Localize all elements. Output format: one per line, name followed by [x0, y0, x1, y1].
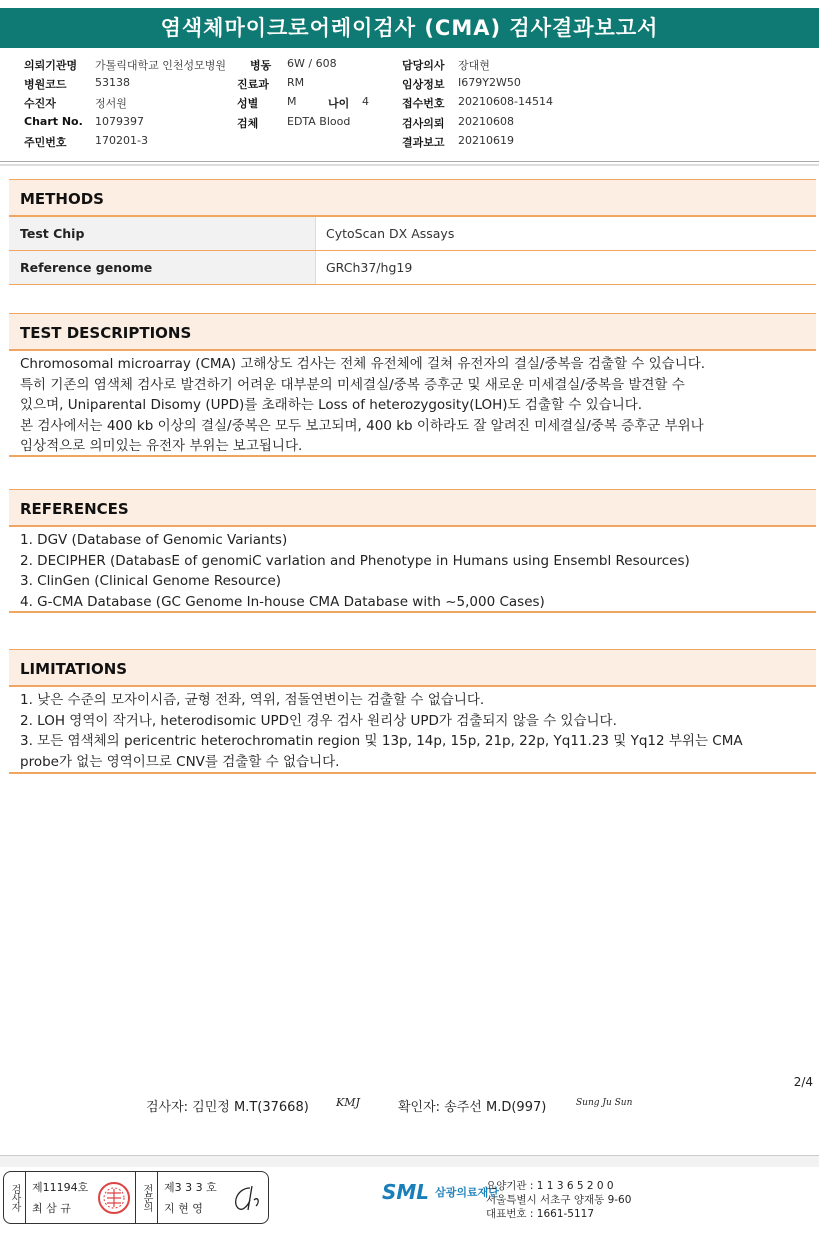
age-value: 4 [362, 95, 369, 108]
reference-item: 2. DECIPHER (DatabasE of genomiC varIation and Phenotype in Humans using Ensembl Resources) [20, 552, 690, 569]
methods-key: Reference genome [9, 251, 316, 284]
receipt-label: 접수번호 [402, 97, 445, 110]
test-descriptions-body [9, 354, 816, 457]
limitation-item: 2. LOH 영역이 작거나, heterodisomic UPD인 경우 검사 원리상 UPD가 검출되지 않을 수 있습니다. [20, 712, 617, 729]
report-date-label: 결과보고 [402, 136, 445, 149]
foundation-name: 삼광의료재단 [435, 1186, 499, 1199]
request-label: 검사의뢰 [402, 117, 445, 130]
examinee-label: 수진자 [24, 97, 56, 110]
specialist-cert-number: 제3 3 3 호 [164, 1180, 217, 1194]
methods-value: GRCh37/hg19 [326, 260, 413, 275]
description-line: 임상적으로 의미있는 유전자 부위는 보고됩니다. [20, 438, 303, 455]
foundation-logo [366, 1180, 499, 1204]
references-body [9, 530, 816, 613]
logo-icon [366, 1192, 376, 1193]
doctor-value: 장대현 [458, 59, 490, 72]
chart-value: 1079397 [95, 115, 144, 128]
specimen-label: 검체 [237, 117, 259, 130]
header-divider [0, 161, 819, 166]
methods-table [9, 217, 816, 285]
logo-text: SML [382, 1180, 430, 1204]
limitation-item: probe가 없는 영역이므로 CNV를 검출할 수 없습니다. [20, 753, 340, 770]
examiner-cert-name: 최 삼 규 [32, 1202, 71, 1216]
limitations-body [9, 690, 816, 774]
limitations-heading: LIMITATIONS [9, 649, 816, 687]
signature-icon [228, 1182, 262, 1214]
id-value: 170201-3 [95, 134, 148, 147]
specialist-vertical-label: 전문의 [136, 1172, 158, 1223]
sex-label: 성별 [237, 97, 259, 110]
methods-key: Test Chip [9, 217, 316, 250]
confirmer-signature: Sung Ju Sun [576, 1098, 633, 1108]
id-label: 주민번호 [24, 136, 67, 149]
reference-item: 1. DGV (Database of Genomic Variants) [20, 532, 288, 548]
reference-item: 4. G-CMA Database (GC Genome In-house CMA Database with ~5,000 Cases) [20, 593, 545, 610]
ward-label: 병동 [250, 59, 272, 72]
examiner-cert [26, 1172, 136, 1223]
examiner-vertical-label: 검사자 [4, 1172, 26, 1223]
dept-label: 진료과 [237, 78, 269, 91]
description-line: 본 검사에서는 400 kb 이상의 결실/중복은 모두 보고되며, 400 kb 이하라도 잘 알려진 미세결실/중복 증후군 부위나 [20, 417, 704, 434]
report-date-value: 20210619 [458, 134, 514, 147]
footer-divider [0, 1155, 819, 1167]
test-descriptions-heading: TEST DESCRIPTIONS [9, 313, 816, 351]
patient-info [0, 57, 819, 157]
certification-box [3, 1171, 269, 1224]
hospital-code-label: 병원코드 [24, 78, 67, 91]
table-row [9, 251, 816, 285]
request-value: 20210608 [458, 115, 514, 128]
seal-icon [97, 1181, 131, 1215]
chart-label: Chart No. [24, 115, 83, 128]
clinical-value: I679Y2W50 [458, 76, 521, 89]
hospital-code-value: 53138 [95, 76, 130, 89]
phone: 대표번호 : 1661-5117 [486, 1208, 595, 1220]
examiner-cert-number: 제11194호 [32, 1180, 89, 1194]
institution-code: 요양기관 : 1 1 3 6 5 2 0 0 [486, 1180, 614, 1192]
references-heading: REFERENCES [9, 489, 816, 527]
description-line: Chromosomal microarray (CMA) 고해상도 검사는 전체 유전체에 걸쳐 유전자의 결실/중복을 검출할 수 있습니다. [20, 356, 706, 372]
address: 서울특별시 서초구 양재동 9-60 [486, 1194, 632, 1206]
description-line: 특히 기존의 염색체 검사로 발견하기 어려운 대부분의 미세결실/중복 증후군 및 새로운 미세결실/중복을 발견할 수 [20, 376, 685, 393]
limitation-item: 1. 낮은 수준의 모자이시즘, 균형 전좌, 역위, 점돌연변이는 검출할 수 없습니다. [20, 692, 485, 708]
examinee-value: 정서원 [95, 97, 127, 110]
methods-heading: METHODS [9, 179, 816, 217]
table-row [9, 217, 816, 251]
confirmer-text: 확인자: 송주선 M.D(997) [398, 1100, 547, 1115]
receipt-value: 20210608-14514 [458, 95, 553, 108]
ward-value: 6W / 608 [287, 57, 337, 70]
contact-info [486, 1179, 631, 1221]
specialist-cert-name: 지 현 영 [164, 1202, 203, 1216]
examiner-signature: KMJ [336, 1096, 360, 1109]
dept-value: RM [287, 76, 305, 89]
institution-value: 가톨릭대학교 인천성모병원 [95, 59, 227, 72]
doctor-label: 담당의사 [402, 59, 445, 72]
specialist-cert [158, 1172, 268, 1223]
page-number: 2/4 [793, 1075, 813, 1089]
reference-item: 3. ClinGen (Clinical Genome Resource) [20, 573, 282, 590]
institution-label: 의뢰기관명 [24, 59, 78, 72]
report-title: 염색체마이크로어레이검사 (CMA) 검사결과보고서 [0, 8, 819, 48]
description-line: 있으며, Uniparental Disomy (UPD)를 초래하는 Loss of heterozygosity(LOH)도 검출할 수 있습니다. [20, 397, 643, 414]
sex-value: M [287, 95, 297, 108]
specimen-value: EDTA Blood [287, 115, 351, 128]
examiner-text: 검사자: 김민정 M.T(37668) [146, 1100, 309, 1115]
methods-value: CytoScan DX Assays [326, 226, 455, 241]
limitation-item: 3. 모든 염색체의 pericentric heterochromatin region 및 13p, 14p, 15p, 21p, 22p, Yq11.23 및 Yq12 부위는 CMA [20, 733, 743, 750]
clinical-label: 임상정보 [402, 78, 445, 91]
age-label: 나이 [328, 97, 350, 110]
